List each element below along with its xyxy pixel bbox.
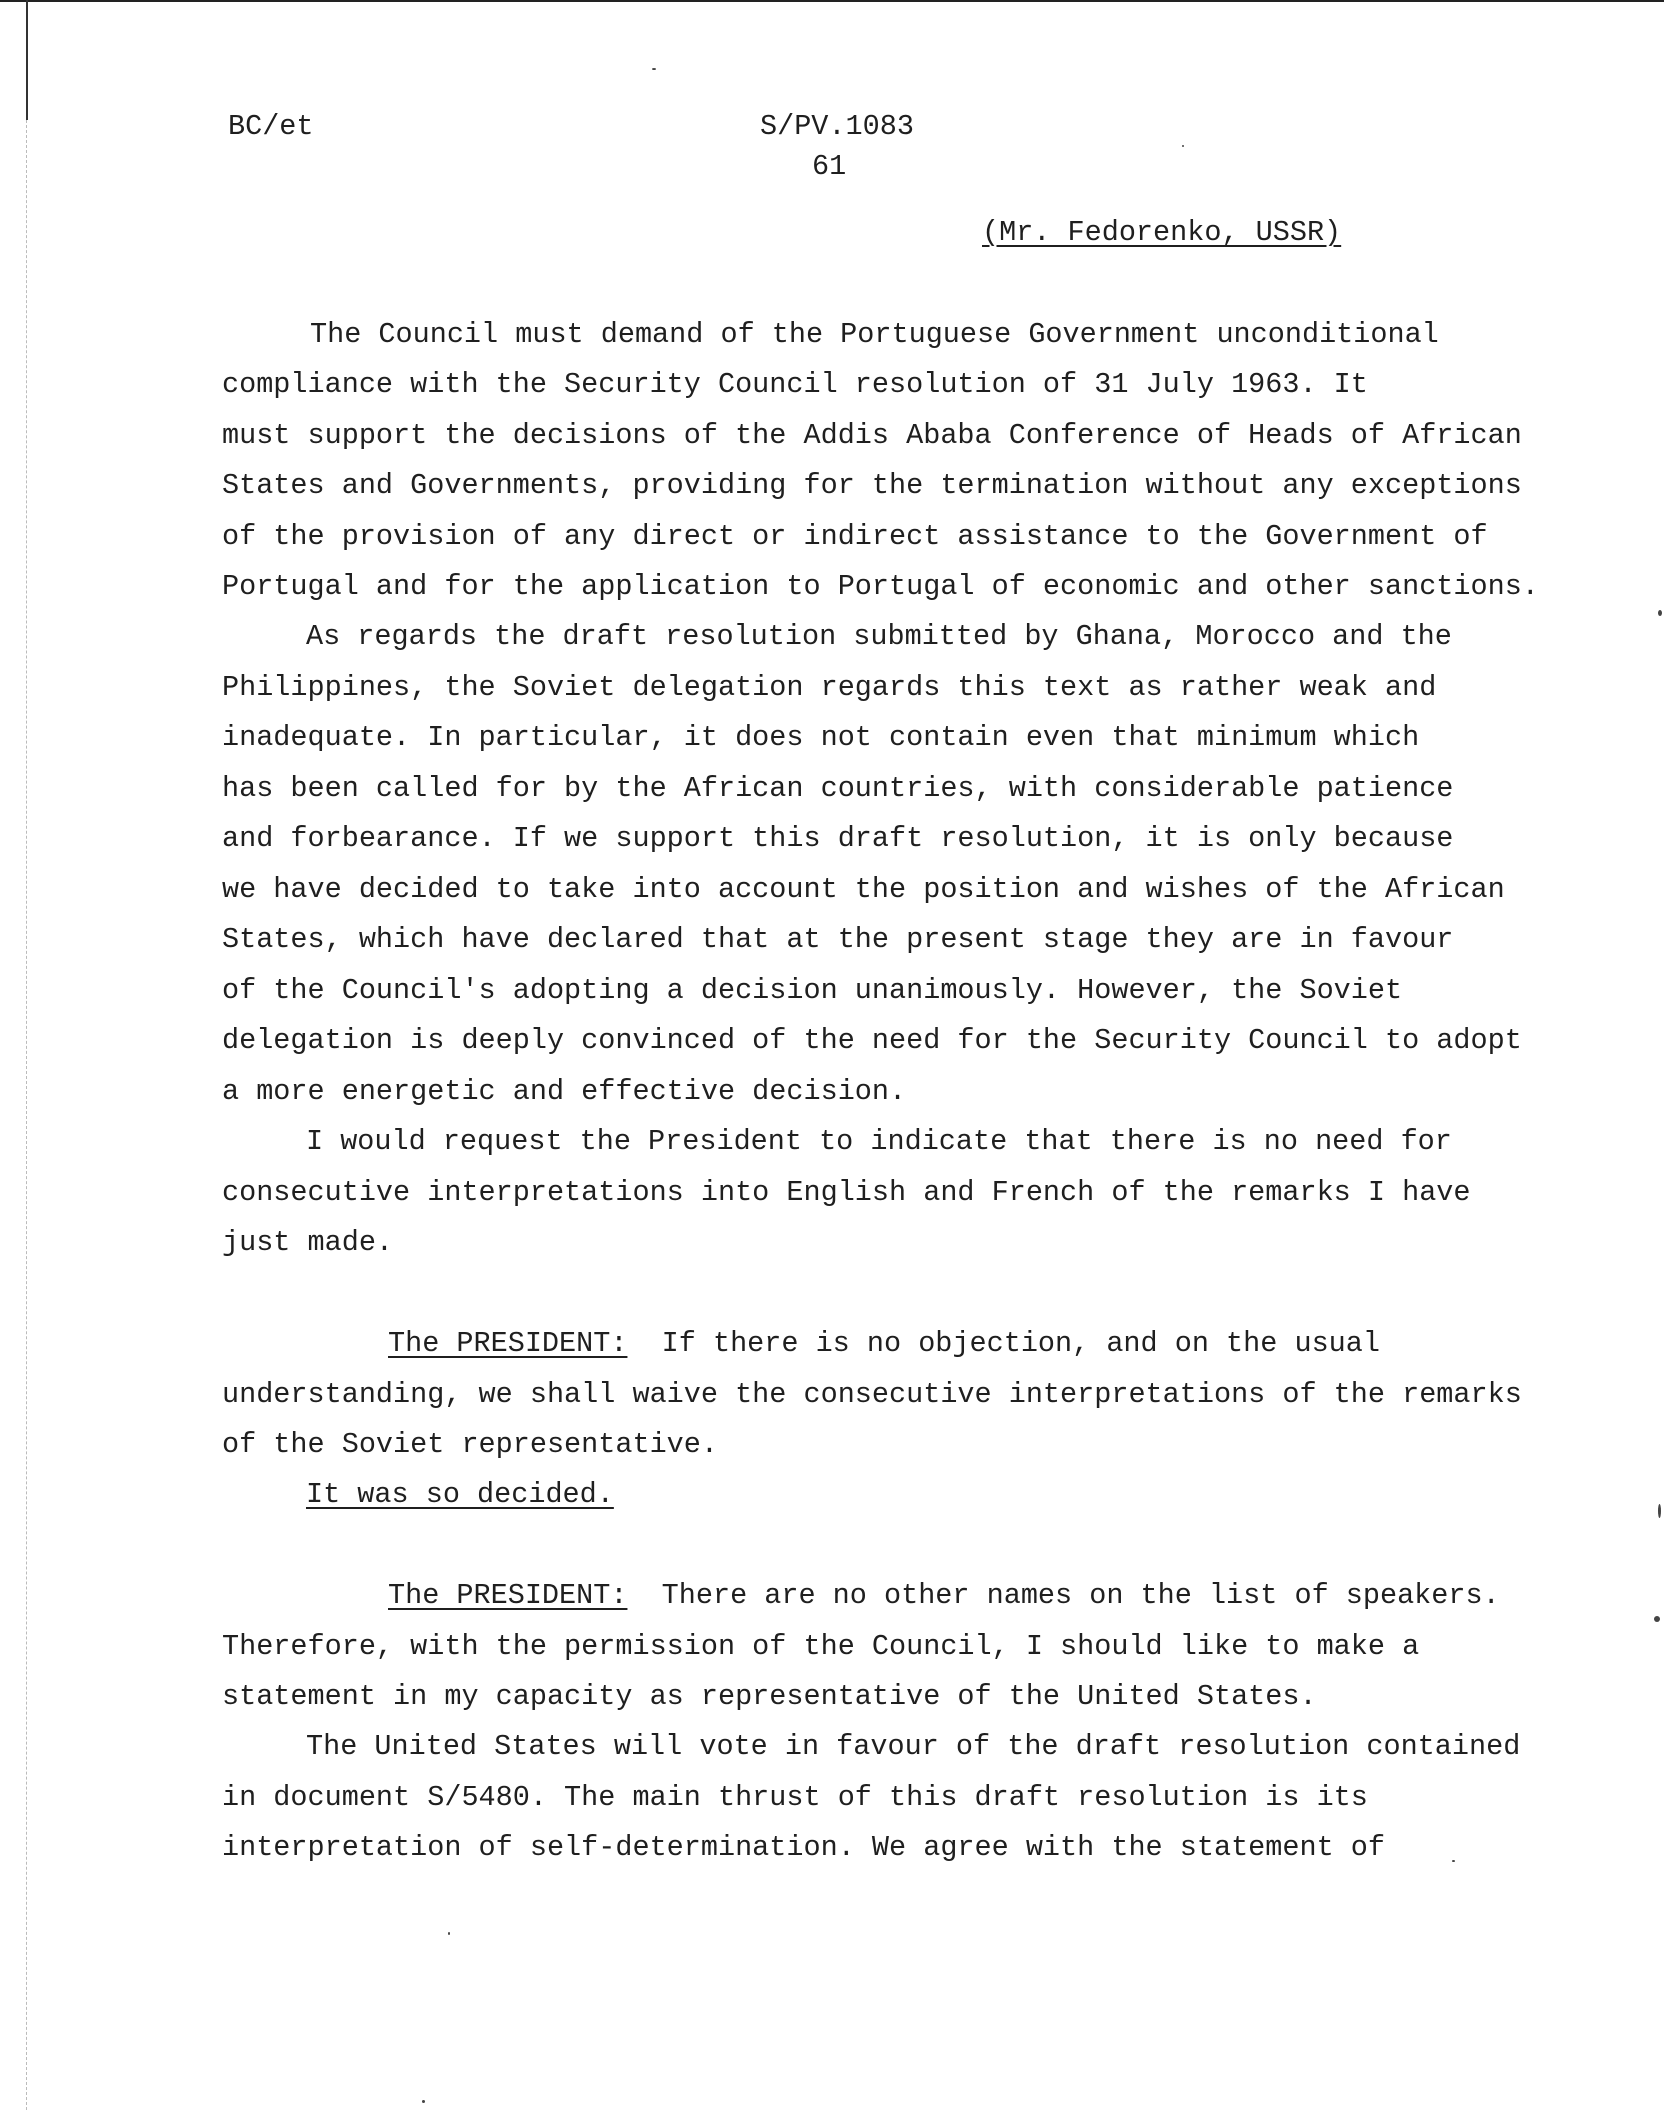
scan-speck [422, 2100, 425, 2103]
text-line: delegation is deeply convinced of the need for the Security Council to adopt [222, 1024, 1522, 1057]
text-line: consecutive interpretations into English and French of the remarks I have [222, 1176, 1471, 1209]
text-line: As regards the draft resolution submitted by Ghana, Morocco and the [306, 620, 1452, 653]
scan-speck [448, 1932, 450, 1935]
reference-initials: BC/et [228, 110, 314, 143]
page-number: 61 [812, 150, 847, 183]
text-line: in document S/5480. The main thrust of this draft resolution is its [222, 1781, 1368, 1814]
text-line: of the provision of any direct or indirect assistance to the Government of [222, 520, 1488, 553]
text-line: must support the decisions of the Addis Ababa Conference of Heads of African [222, 419, 1522, 452]
text-line: Philippines, the Soviet delegation regards this text as rather weak and [222, 671, 1437, 704]
text-line: just made. [222, 1226, 394, 1259]
document-symbol: S/PV.1083 [760, 110, 914, 143]
text-line: understanding, we shall waive the consecutive interpretations of the remarks [222, 1378, 1522, 1411]
text-line: interpretation of self-determination. We agree with the statement of [222, 1831, 1385, 1864]
text-line: a more energetic and effective decision. [222, 1075, 907, 1108]
text-line: The PRESIDENT: There are no other names on the list of speakers. [388, 1579, 1500, 1612]
text-line: Therefore, with the permission of the Council, I should like to make a [222, 1630, 1420, 1663]
speaker-label: The PRESIDENT: [388, 1327, 628, 1360]
text-line: has been called for by the African countries, with considerable patience [222, 772, 1454, 805]
decision-note: It was so decided. [306, 1478, 614, 1511]
page-top-edge [0, 0, 1664, 2]
text-line: and forbearance. If we support this draft resolution, it is only because [222, 822, 1454, 855]
text-line: we have decided to take into account the position and wishes of the African [222, 873, 1505, 906]
scan-speck [1182, 145, 1184, 147]
text-line: The United States will vote in favour of the draft resolution contained [306, 1730, 1521, 1763]
text-line: of the Council's adopting a decision unanimously. However, the Soviet [222, 974, 1403, 1007]
scan-speck [1654, 1616, 1660, 1622]
page-left-dashed-edge [26, 120, 27, 2110]
text-line: I would request the President to indicate that there is no need for [306, 1125, 1452, 1158]
speaker-heading: (Mr. Fedorenko, USSR) [982, 216, 1342, 249]
text-line: The PRESIDENT: If there is no objection, and on the usual [388, 1327, 1380, 1360]
text-line: of the Soviet representative. [222, 1428, 718, 1461]
page-left-edge [26, 0, 28, 120]
scan-speck [1452, 1860, 1455, 1862]
speaker-label: The PRESIDENT: [388, 1579, 628, 1612]
text-line: States and Governments, providing for the termination without any exceptions [222, 469, 1522, 502]
text-line: inadequate. In particular, it does not contain even that minimum which [222, 721, 1420, 754]
text-line: statement in my capacity as representative of the United States. [222, 1680, 1317, 1713]
text-line: Portugal and for the application to Portugal of economic and other sanctions. [222, 570, 1539, 603]
text-line: States, which have declared that at the present stage they are in favour [222, 923, 1454, 956]
scan-speck [1658, 1504, 1661, 1518]
scan-speck [652, 68, 656, 70]
scan-speck [1658, 610, 1662, 616]
text-line: compliance with the Security Council resolution of 31 July 1963. It [222, 368, 1368, 401]
text-line: The Council must demand of the Portuguese Government unconditional [310, 318, 1439, 351]
